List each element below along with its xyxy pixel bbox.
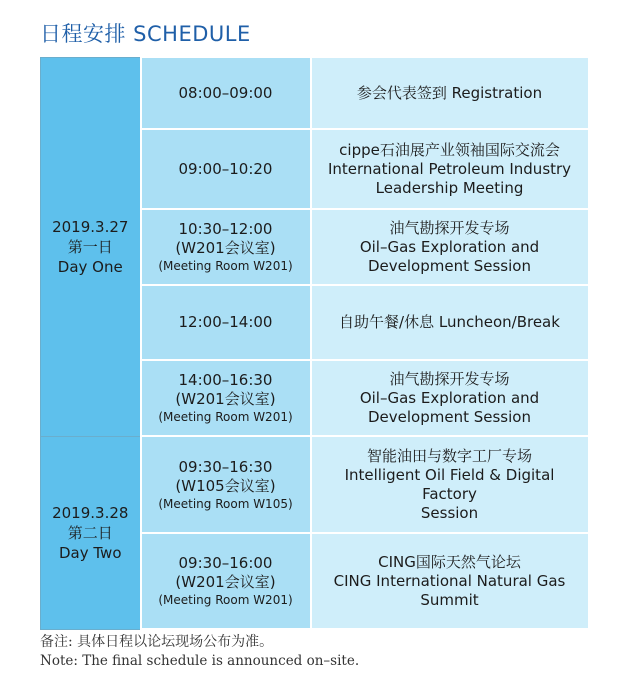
event-title-cn: 油气勘探开发专场 [389, 369, 510, 388]
event-title-en-2: Summit [420, 590, 479, 609]
event-cell [311, 57, 589, 129]
day-cell-2 [41, 436, 141, 629]
event-title-en-2: Session [420, 503, 479, 522]
session-time: 09:30–16:30 [178, 457, 273, 476]
day-cell-1 [41, 57, 141, 436]
event-cell [311, 360, 589, 436]
day-date: 2019.3.27 [52, 217, 129, 236]
session-time: 09:00–10:20 [178, 159, 273, 178]
session-room: (W201会议室) [175, 239, 276, 257]
event-title-en: Oil–Gas Exploration and [359, 237, 540, 256]
session-room: (W201会议室) [175, 573, 276, 591]
session-time: 08:00–09:00 [178, 83, 273, 102]
session-room: (W201会议室) [175, 390, 276, 408]
event-title-en-2: Development Session [368, 407, 531, 426]
day-label-en: Day One [57, 257, 123, 276]
event-title-cn: CING国际天然气论坛 [378, 552, 521, 571]
event-cell [311, 129, 589, 209]
schedule-table [40, 56, 590, 630]
event-title-cn: 智能油田与数字工厂专场 [366, 446, 532, 465]
event-cell [311, 285, 589, 360]
time-cell [141, 533, 311, 629]
event-cell [311, 436, 589, 533]
event-title: 自助午餐/休息 Luncheon/Break [339, 313, 560, 331]
event-title-en: Intelligent Oil Field & Digital Factory [344, 465, 555, 503]
time-cell [141, 360, 311, 436]
day-label-cn: 第二日 [67, 523, 113, 542]
session-room-en: (Meeting Room W201) [158, 410, 293, 424]
session-time: 14:00–16:30 [178, 371, 273, 389]
event-title-en: International Petroleum Industry [327, 159, 572, 178]
event-title-en-2: Leadership Meeting [375, 178, 524, 197]
event-title-en-2: Development Session [368, 256, 531, 275]
session-time: 10:30–12:00 [178, 220, 273, 238]
event-title-cn: cippe石油展产业领袖国际交流会 [339, 140, 560, 159]
event-title-cn: 油气勘探开发专场 [389, 218, 510, 237]
page-title: 日程安排 SCHEDULE [40, 22, 251, 46]
event-cell [311, 209, 589, 285]
event-title-en: Oil–Gas Exploration and [359, 388, 540, 407]
event-cell [311, 533, 589, 629]
note-en: Note: The final schedule is announced on–site. [40, 653, 360, 669]
session-room-en: (Meeting Room W201) [158, 593, 293, 607]
session-room: (W105会议室) [175, 476, 276, 495]
time-cell [141, 209, 311, 285]
time-cell [141, 436, 311, 533]
note-cn: 备注: 具体日程以论坛现场公布为准。 [40, 634, 274, 650]
session-time: 12:00–14:00 [178, 313, 273, 331]
event-title: 参会代表签到 Registration [356, 83, 543, 102]
time-cell [141, 57, 311, 129]
day-label-cn: 第一日 [67, 237, 113, 256]
table-row [41, 436, 589, 533]
session-time: 09:30–16:00 [178, 554, 273, 572]
day-label-en: Day Two [58, 543, 122, 562]
event-title-en: CING International Natural Gas [333, 571, 566, 590]
day-date: 2019.3.28 [52, 503, 129, 522]
session-room-en: (Meeting Room W105) [158, 496, 293, 511]
time-cell [141, 129, 311, 209]
session-room-en: (Meeting Room W201) [158, 259, 293, 273]
time-cell [141, 285, 311, 360]
table-row [41, 57, 589, 129]
